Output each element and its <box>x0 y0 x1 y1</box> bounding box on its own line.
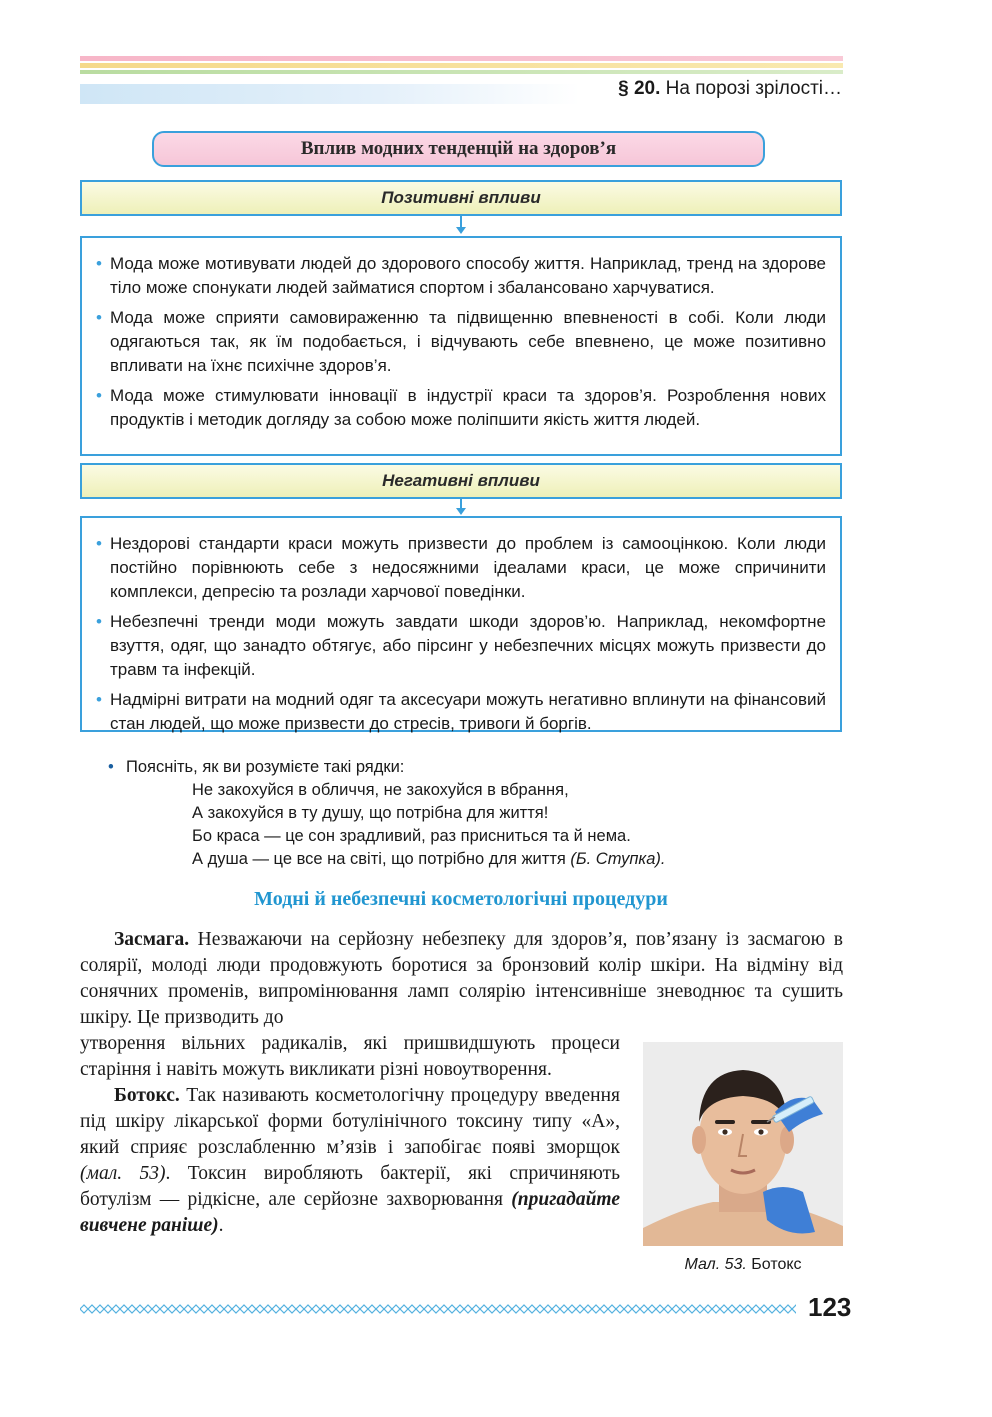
section-title: На порозі зрілості… <box>665 78 842 99</box>
poem-line: А закохуйся в ту душу, що потрібна для життя! <box>192 804 549 822</box>
poem-line-last <box>192 848 748 871</box>
figure-caption <box>643 1256 843 1274</box>
botox-text: Так називають косметологічну процедуру введення під шкіру лікарської форми ботулінічного токсину типу «А», який сприяє розслабленню м’язів і запобігає появі зморщок <box>80 1085 620 1158</box>
tan-term: Засмага. <box>114 929 190 950</box>
botox-term: Ботокс. <box>114 1085 180 1106</box>
list-item: • Мода може мотивувати людей до здорового способу життя. Наприклад, тренд на здорове тіло може спонукати людей займатися спортом і збалансовано харчуватися. <box>96 252 826 300</box>
negative-box <box>80 516 842 732</box>
figure-caption-text: Ботокс <box>751 1256 802 1273</box>
botox-text: . <box>218 1215 224 1236</box>
header-stripe-pink <box>80 56 843 61</box>
narrow-column <box>80 1031 620 1239</box>
positive-box <box>80 236 842 456</box>
poem <box>108 779 748 871</box>
list-item: • Небезпечні тренди моди можуть завдати шкоди здоров’ю. Наприклад, некомфортне взуття, одяг, що занадто обтягує, або пірсинг у небезпечних місцях можуть призвести до травм та інфекцій. <box>96 610 826 682</box>
section-number: § 20. <box>618 78 661 99</box>
negative-list <box>96 532 826 736</box>
header-stripe-yellow <box>80 63 843 68</box>
botox-paragraph <box>80 1083 620 1239</box>
positive-arrow-icon <box>456 227 466 234</box>
poem-line: А душа — це все на світі, що потрібно для життя <box>192 850 566 868</box>
section-header <box>618 78 842 100</box>
main-title: Вплив модних тенденцій на здоров’я <box>152 131 765 167</box>
figure-label: Мал. 53. <box>684 1256 747 1273</box>
header-stripe-blue <box>80 84 580 104</box>
botox-text: . Токсин виробляють бактерії, які спричиняють ботулізм — рідкісне, але серйозне захворювання <box>80 1163 621 1210</box>
list-item: • Нездорові стандарти краси можуть призвести до проблем із самооцінкою. Коли люди постійно порівнюють себе з недосяжними ідеалами краси, це може спричинити комплекси, депресію та розлади харчової поведінки. <box>96 532 826 604</box>
question-block <box>108 756 748 871</box>
poem-line: Бо краса — це сон зрадливий, раз присниться та й нема. <box>192 827 631 845</box>
list-item: • Мода може стимулювати інновації в індустрії краси та здоров’я. Розроблення нових продуктів і методик догляду за собою може поліпшити якість життя людей. <box>96 384 826 432</box>
poem-line: Не закохуйся в обличчя, не закохуйся в вбрання, <box>192 781 569 799</box>
negative-heading: Негативні впливи <box>80 463 842 499</box>
bullet-icon: • <box>108 758 114 776</box>
figure-reference: (мал. 53) <box>80 1163 166 1184</box>
poem-author: (Б. Ступка). <box>570 850 666 868</box>
tan-text: Незважаючи на серйозну небезпеку для здоров’я, пов’язану із засмагою в солярії, молоді люди продовжують боротися за бронзовий колір шкіри. На відміну від сонячних променів, випромінювання ламп солярію інтенсивніше зневоднює та сушить шкіру. Це призводить до <box>80 929 843 1028</box>
botox-photo <box>643 1042 843 1246</box>
subsection-title: Модні й небезпечні косметологічні процедури <box>254 888 668 910</box>
positive-heading: Позитивні впливи <box>80 180 842 216</box>
tan-text-continued: утворення вільних радикалів, які пришвидшують процеси старіння і навіть можуть викликати різні новоутворення. <box>80 1033 620 1080</box>
positive-list <box>96 252 826 432</box>
footer-wave-decoration <box>80 1302 796 1316</box>
question-prompt: Поясніть, як ви розумієте такі рядки: <box>126 758 405 776</box>
tan-paragraph-full <box>80 927 843 1031</box>
page-number: 123 <box>808 1292 852 1322</box>
negative-arrow-icon <box>456 508 466 515</box>
list-item: • Надмірні витрати на модний одяг та аксесуари можуть негативно вплинути на фінансовий стан людей, що може призвести до стресів, тривоги й боргів. <box>96 688 826 736</box>
list-item: • Мода може сприяти самовираженню та підвищенню впевненості в собі. Коли люди одягаються так, як їм подобається, і відчувають себе впевнено, це може позитивно впливати на їхнє психічне здоров’я. <box>96 306 826 378</box>
header-stripe-green <box>80 70 843 74</box>
recall-hint: (пригадайте вивчене раніше) <box>80 1189 620 1236</box>
